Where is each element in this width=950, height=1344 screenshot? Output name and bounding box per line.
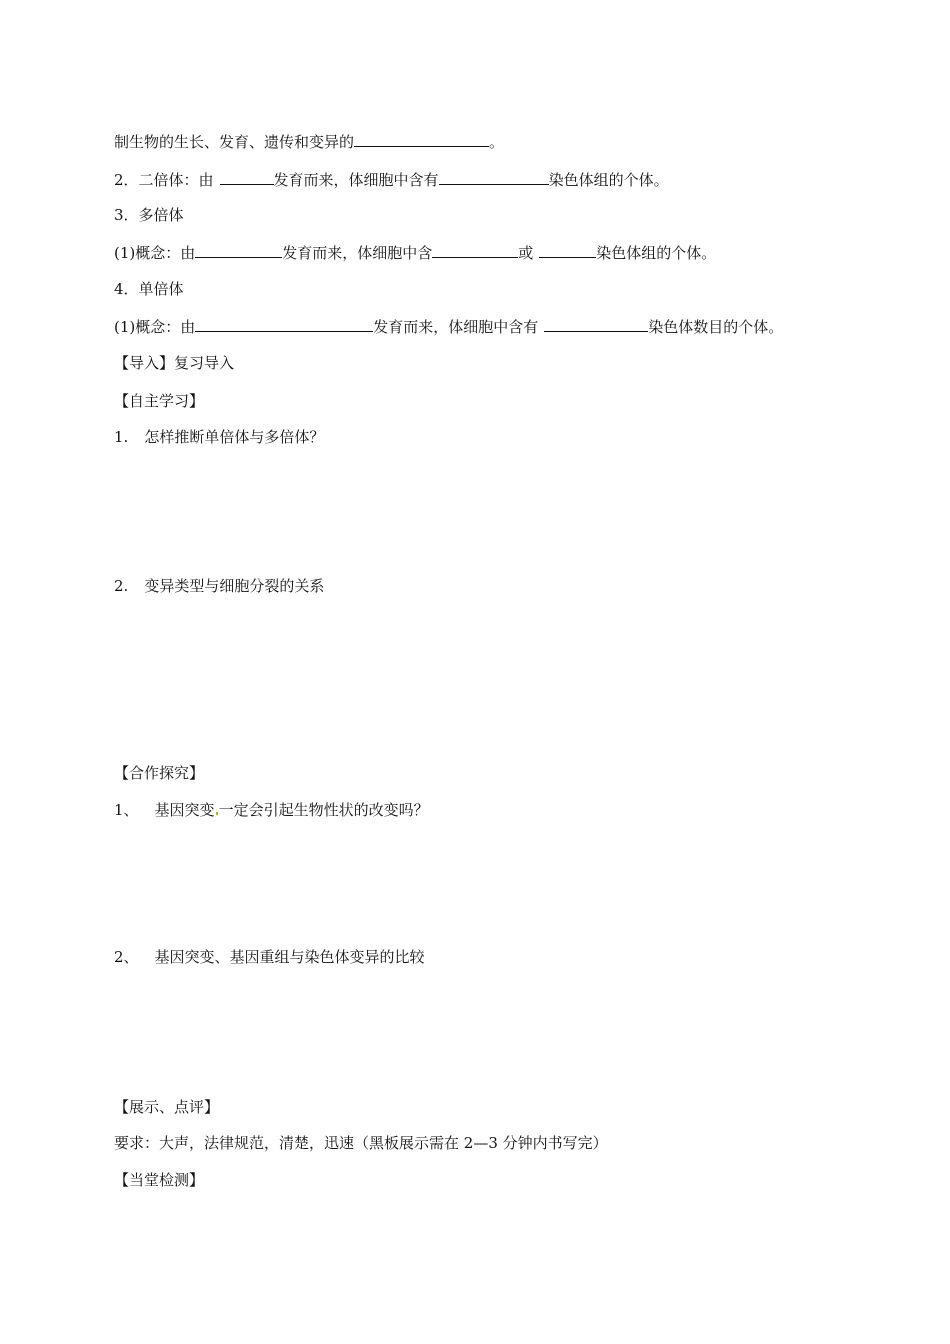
text: 发育而来，体细胞中含有 [273,171,439,189]
text: 3．多倍体 [114,206,184,224]
fill-blank[interactable] [439,170,549,185]
text: 怎样推断单倍体与多倍体？ [144,428,325,446]
text: 【当堂检测】 [114,1171,205,1189]
text: 染色体数目的个体。 [648,318,784,336]
section-display-review [114,1097,219,1117]
text: 【合作探究】 [114,764,205,782]
fill-blank[interactable] [195,243,282,258]
question-number: 2. [114,577,129,595]
text: 【导入】复习导入 [114,354,235,372]
heading-haploid [114,279,184,299]
question-1 [114,427,324,447]
text: 染色体组的个体。 [548,171,669,189]
line-haploid-concept [114,317,783,337]
fill-blank[interactable] [544,317,648,332]
section-in-class-test [114,1170,204,1190]
inquiry-2 [114,947,425,967]
section-intro [114,353,234,373]
text: 制生物的生长、发育、遗传和变异的 [114,133,355,151]
fill-blank[interactable] [539,243,596,258]
text: 基因突变 [154,801,215,819]
requirements [114,1133,608,1153]
text: 2．二倍体：由 [114,171,214,189]
inquiry-1 [114,800,429,820]
text: 【自主学习】 [114,392,205,410]
line-genetic-function [114,132,504,152]
fill-blank[interactable] [195,317,373,332]
question-number: 2、 [114,948,139,966]
text: 【展示、点评】 [114,1098,220,1116]
text: 变异类型与细胞分裂的关系 [144,577,325,595]
text: 发育而来，体细胞中含 [282,244,433,262]
text: 染色体组的个体。 [596,244,717,262]
text: 4．单倍体 [114,280,184,298]
fill-blank[interactable] [220,170,274,185]
text: (1)概念：由 [114,244,196,262]
text: (1)概念：由 [114,318,196,336]
question-2 [114,576,324,596]
text: 发育而来，体细胞中含有 [373,318,539,336]
fill-blank[interactable] [354,132,489,147]
text: 一定会引起生物性状的改变吗？ [218,801,429,819]
text: 要求：大声，法律规范，清楚，迅速（黑板展示需在 2—3 分钟内书写完） [114,1134,608,1152]
section-self-study [114,391,204,411]
question-number: 1、 [114,801,139,819]
text: 。 [489,133,505,151]
section-cooperative-inquiry [114,763,204,783]
marker [216,812,218,815]
line-diploid [114,170,669,190]
fill-blank[interactable] [432,243,518,258]
line-polyploid-concept [114,243,716,263]
question-number: 1. [114,428,129,446]
heading-polyploid [114,205,184,225]
text: 基因突变、基因重组与染色体变异的比较 [154,948,425,966]
text: 或 [518,244,534,262]
